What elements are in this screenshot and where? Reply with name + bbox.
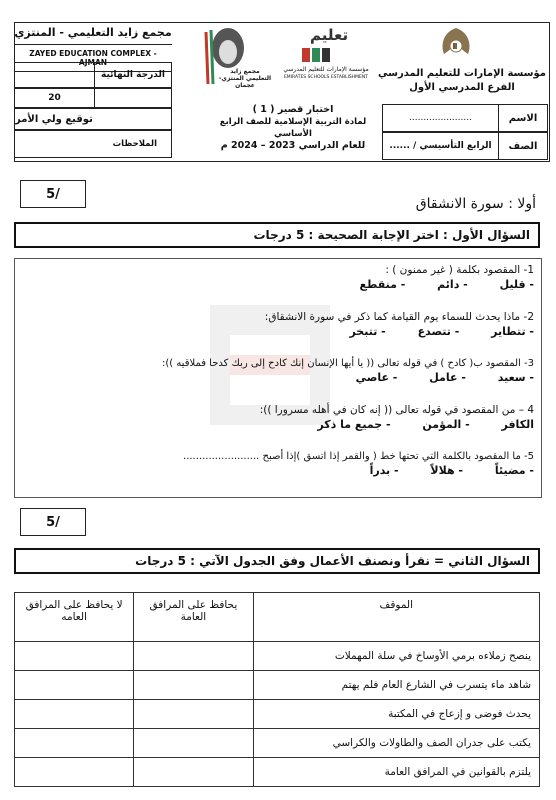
situation-cell: ينصح زملاءه برمي الأوساخ في سلة المهملات	[253, 642, 539, 671]
option[interactable]: - سعيد	[497, 371, 534, 384]
question1-bar: السؤال الأول : اختر الإجابة الصحيحة : 5 درجات	[14, 222, 540, 248]
q5-text: 5- ما المقصود بالكلمة التي تحتها خط ( والقمر إذا اتسق )إذا أصبح ........................	[183, 451, 534, 462]
classification-table	[14, 592, 540, 787]
question-list	[20, 262, 534, 477]
option[interactable]: - قليل	[499, 278, 534, 291]
logo2-ar: مؤسسة الإمارات للتعليم المدرسي	[283, 66, 369, 73]
q5-options	[20, 464, 534, 477]
complex-name-ar: مجمع زايد التعليمي - المنتزي	[14, 26, 172, 39]
quiz-line-2: لمادة التربية الإسلامية للصف الرابع الأساسي	[219, 117, 367, 139]
name-field[interactable]: ......................	[382, 104, 498, 132]
logo2-en: EMIRATES SCHOOLS ESTABLISHMENT	[283, 75, 369, 80]
q2-options	[20, 325, 534, 338]
logo3-line1: مؤسسة الإمارات للتعليم المدرسي	[378, 68, 546, 79]
situation-cell: شاهد ماء يتسرب في الشارع العام فلم يهتم	[253, 671, 539, 700]
option[interactable]: - هلالاً	[430, 464, 463, 477]
student-info	[382, 104, 548, 160]
option[interactable]: - عاصي	[355, 371, 398, 384]
class-label: الصف	[498, 132, 548, 160]
answer-cell[interactable]	[15, 642, 134, 671]
q1-text: 1- المقصود بكلمة ( غير ممنون ) :	[385, 264, 534, 276]
answer-cell[interactable]	[134, 671, 253, 700]
table-row	[15, 700, 540, 729]
option[interactable]: - مضيئاً	[494, 464, 534, 477]
final-grade-label: الدرجة النهائية	[94, 62, 172, 88]
zayed-complex-logo	[178, 24, 272, 88]
q3-options	[20, 371, 534, 384]
answer-cell[interactable]	[15, 671, 134, 700]
table-row	[15, 758, 540, 787]
complex-name-en: ZAYED EDUCATION COMPLEX - AJMAN	[14, 44, 172, 72]
table-row	[15, 671, 540, 700]
quiz-info	[210, 104, 376, 152]
col-header-situation: الموقف	[253, 593, 539, 642]
option[interactable]: - جميع ما ذكر	[317, 418, 391, 431]
option[interactable]: - تتطاير	[491, 325, 534, 338]
answer-cell[interactable]	[134, 700, 253, 729]
class-field[interactable]: الرابع التأسيسي / ......	[382, 132, 498, 160]
option[interactable]: - المؤمن	[422, 418, 470, 431]
taaleem-mark: تعليم	[310, 26, 349, 44]
situation-cell: يكتب على جدران الصف والطاولات والكراسي	[253, 729, 539, 758]
q4-text: 4 – من المقصود في قوله تعالى (( إنه كان في أهله مسرورا )):	[259, 404, 534, 416]
quiz-line-1: اختبار قصير ( 1 )	[252, 104, 334, 115]
option[interactable]: الكافر	[501, 418, 534, 431]
logo1-caption: مجمع زايد التعليمي المنتزي-عجمان	[218, 68, 272, 89]
section1-title: أولا : سورة الانشقاق	[415, 196, 536, 212]
name-label: الاسم	[498, 104, 548, 132]
answer-cell[interactable]	[15, 700, 134, 729]
guardian-signature-label: توقيع ولي الأمر	[14, 108, 172, 130]
option[interactable]: - دائم	[437, 278, 468, 291]
ese-logo	[280, 24, 372, 88]
section2-score: 5/	[20, 508, 86, 536]
answer-cell[interactable]	[15, 758, 134, 787]
table-row	[15, 729, 540, 758]
col-header-not-preserves: لا يحافظ على المرافق العامه	[15, 593, 134, 642]
uae-emblem-logo	[378, 24, 546, 94]
quiz-line-3: للعام الدراسي 2023 – 2024 م	[220, 140, 366, 151]
q1-options	[20, 278, 534, 291]
grade-grid	[14, 62, 172, 158]
table-row	[15, 642, 540, 671]
question2-bar: السؤال الثاني = نقرأ ونصنف الأعمال وفق الجدول الآتي : 5 درجات	[14, 548, 540, 574]
situation-cell: يحدث فوضى و إزعاج في المكتبة	[253, 700, 539, 729]
final-grade-value: 20	[14, 88, 94, 108]
q2-text: 2- ماذا يحدث للسماء يوم القيامة كما ذكر في سورة الانشقاق:	[264, 311, 534, 323]
answer-cell[interactable]	[15, 729, 134, 758]
section1-score: 5/	[20, 180, 86, 208]
option[interactable]: - عامل	[429, 371, 466, 384]
answer-cell[interactable]	[134, 758, 253, 787]
answer-cell[interactable]	[134, 729, 253, 758]
logo3-line2: الفرع المدرسي الأول	[409, 82, 515, 93]
q4-options	[20, 418, 534, 431]
q3-text: 3- المقصود ب( كادح ) في قوله تعالى (( يا أيها الإنسان إنك كادح إلى ربك كدحا فملاقيه )):	[161, 358, 534, 369]
option[interactable]: - تتبخر	[349, 325, 386, 338]
option[interactable]: - تتصدع	[417, 325, 460, 338]
option[interactable]: - منقطع	[359, 278, 406, 291]
option[interactable]: - بدراً	[369, 464, 399, 477]
situation-cell: يلتزم بالقوانين في المرافق العامة	[253, 758, 539, 787]
col-header-preserves: يحافظ على المرافق العامة	[134, 593, 253, 642]
notes-label: الملاحظات	[14, 130, 172, 158]
answer-cell[interactable]	[134, 642, 253, 671]
